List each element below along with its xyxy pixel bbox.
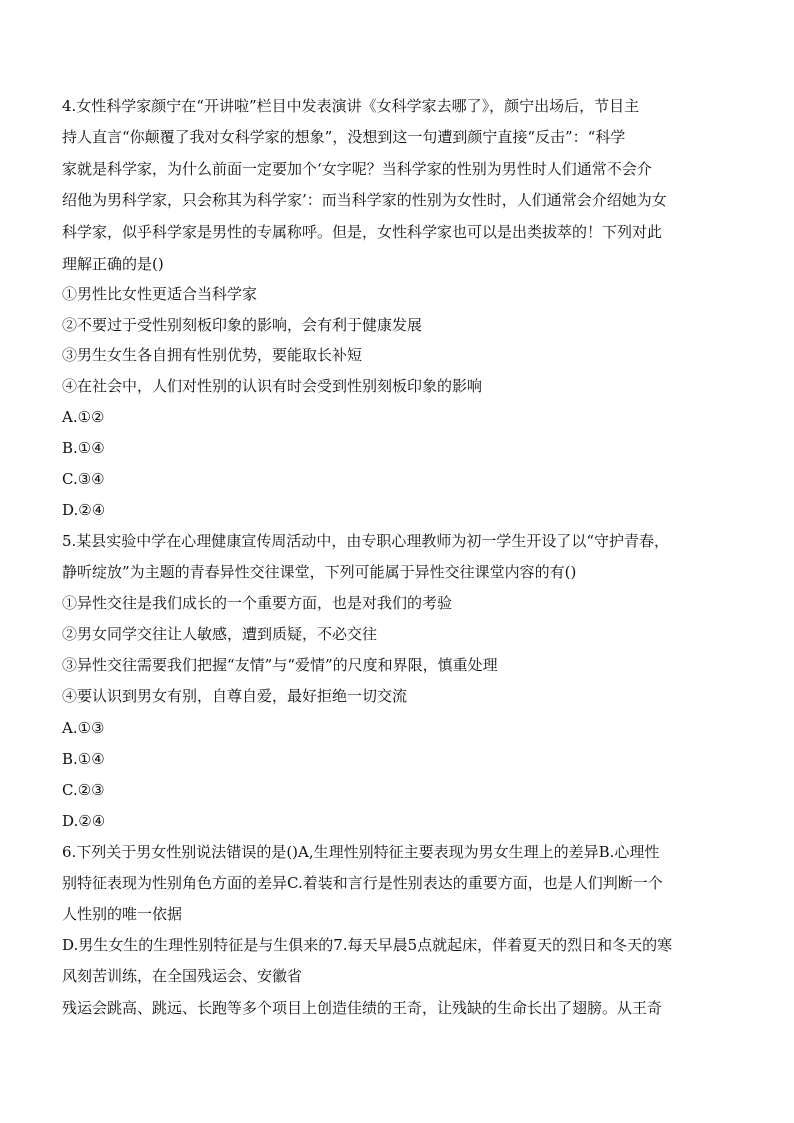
question-5-option-b: B.①④ xyxy=(62,750,105,768)
question-5-line-1: 5.某县实验中学在心理健康宣传周活动中，由专职心理教师为初一学生开设了以“守护青春， xyxy=(62,532,669,550)
question-4-line-4: 绍他为男科学家，只会称其为科学家’：而当科学家的性别为女性时，人们通常会介绍她为女 xyxy=(62,191,667,209)
question-4-line-5: 科学家，似乎科学家是男性的专属称呼。但是，女性科学家也可以是出类拔萃的！下列对此 xyxy=(62,223,663,241)
question-4-statement-2: ②不要过于受性别刻板印象的影响，会有利于健康发展 xyxy=(62,316,423,334)
question-7-line-1: 风刻苦训练，在全国残运会、安徽省 xyxy=(62,967,303,985)
question-4-line-6: 理解正确的是() xyxy=(62,255,164,273)
question-4-option-c: C.③④ xyxy=(62,470,105,488)
question-5-statement-3: ③异性交往需要我们把握“友情”与“爱情”的尺度和界限，慎重处理 xyxy=(62,656,498,674)
question-5-option-d: D.②④ xyxy=(62,812,106,830)
question-6-line-2: 别特征表现为性别角色方面的差异C.着装和言行是性别表达的重要方面，也是人们判断一个 xyxy=(62,874,663,892)
question-5-statement-1: ①异性交往是我们成长的一个重要方面，也是对我们的考验 xyxy=(62,594,453,612)
question-5-line-2: 静听绽放”为主题的青春异性交往课堂，下列可能属于异性交往课堂内容的有() xyxy=(62,563,577,581)
question-6-line-3: 人性别的唯一依据 xyxy=(62,905,183,923)
question-4-option-b: B.①④ xyxy=(62,439,105,457)
question-5-option-a: A.①③ xyxy=(62,719,105,737)
question-7-line-2: 残运会跳高、跳远、长跑等多个项目上创造佳绩的王奇，让残缺的生命长出了翅膀。从王奇 xyxy=(62,999,663,1017)
question-4-line-1: 4.女性科学家颜宁在“开讲啦”栏目中发表演讲《女科学家去哪了》，颜宁出场后，节目主 xyxy=(62,97,640,115)
question-5-option-c: C.②③ xyxy=(62,781,105,799)
question-6-line-1: 6.下列关于男女性别说法错误的是()A,生理性别特征主要表现为男女生理上的差异B.心理性 xyxy=(62,843,660,861)
question-4-line-3: 家就是科学家，为什么前面一定要加个‘女字呢？当科学家的性别为男性时人们通常不会介 xyxy=(62,160,652,178)
question-5-statement-2: ②男女同学交往让人敏感，遭到质疑，不必交往 xyxy=(62,625,378,643)
question-4-statement-4: ④在社会中，人们对性别的认识有时会受到性别刻板印象的影响 xyxy=(62,377,483,395)
question-4-option-d: D.②④ xyxy=(62,501,106,519)
question-4-line-2: 持人直言“你颠覆了我对女科学家的想象”，没想到这一句遭到颜宁直接“反击”：“科学 xyxy=(62,128,626,146)
question-4-statement-1: ①男性比女性更适合当科学家 xyxy=(62,285,258,303)
question-4-statement-3: ③男生女生各自拥有性别优势，要能取长补短 xyxy=(62,346,363,364)
question-5-statement-4: ④要认识到男女有别，自尊自爱，最好拒绝一切交流 xyxy=(62,687,408,705)
question-6-line-4: D.男生女生的生理性别特征是与生俱来的7.每天早晨5点就起床，伴着夏天的烈日和冬天的寒 xyxy=(62,936,673,954)
question-4-option-a: A.①② xyxy=(62,408,105,426)
